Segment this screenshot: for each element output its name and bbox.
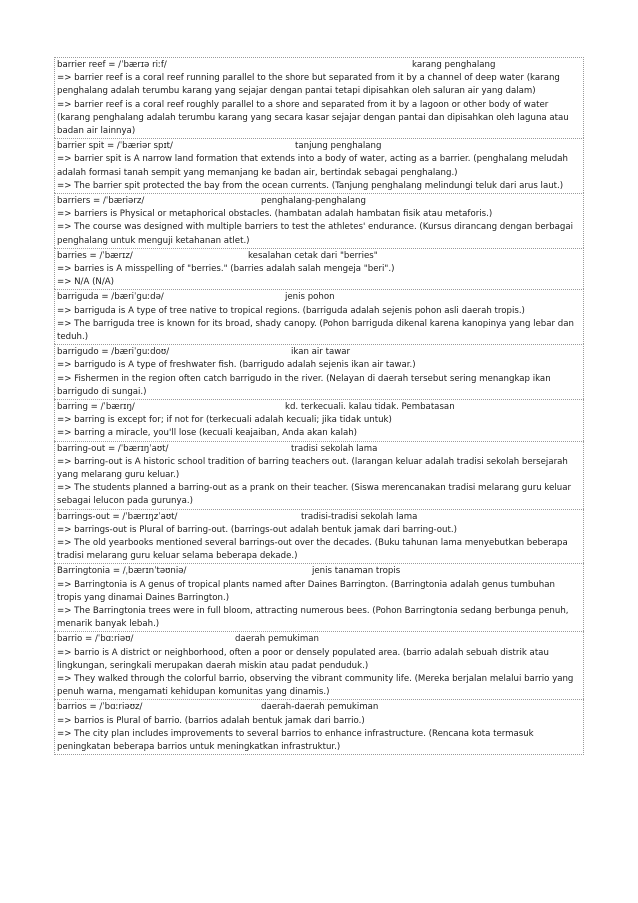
- entry-headword: barries = /ˈbærɪz/: [57, 250, 133, 261]
- entry-translation: jenis tanaman tropis: [312, 566, 401, 577]
- entry-definition: => barrier spit is A narrow land formation that extends into a body of water, acting as a barrier. (penghalang meludah adalah formasi tanah sempit yang memanjang ke badan air, bertindak sebagai penghalang.): [57, 154, 568, 178]
- entry-definition: => barriers is Physical or metaphorical obstacles. (hambatan adalah hambatan fisik atau metaforis.): [57, 209, 493, 220]
- dictionary-entry: [54, 399, 584, 441]
- entry-translation: tradisi-tradisi sekolah lama: [301, 511, 418, 522]
- entry-translation: karang penghalang: [412, 60, 496, 70]
- entry-definition: => barries is A misspelling of "berries." (barries adalah salah mengeja "beri".): [57, 263, 395, 274]
- entry-example: => The course was designed with multiple barriers to test the athletes' endurance. (Kursus dirancang dengan berbagai penghalang untuk menguji ketahanan atlet.): [57, 222, 573, 246]
- dictionary-entry: [54, 441, 584, 509]
- dictionary-entry: [54, 631, 584, 699]
- entry-definition: => barriguda is A type of tree native to tropical regions. (barriguda adalah sejenis pohon asli daerah tropis.): [57, 305, 525, 316]
- entry-example: => The old yearbooks mentioned several barrings-out over the decades. (Buku tahunan lama menyebutkan beberapa tradisi melarang guru keluar selama beberapa dekade.): [57, 537, 568, 562]
- entry-example: => barrier reef is a coral reef roughly parallel to a shore and separated from it by a lagoon or other body of water (karang penghalang adalah terumbu karang yang secara kasar sejajar dengan pantai dan dipisahkan oleh laguna atau badan air lainnya): [57, 99, 569, 136]
- entry-headword: barrio = /ˈbɑːriəʊ/: [57, 634, 134, 645]
- entry-definition: => barrio is A district or neighborhood, often a poor or densely populated area. (barrio adalah sebuah distrik atau lingkungan, seringkali merupakan daerah miskin atau padat penduduk.): [57, 647, 549, 671]
- entry-example: => Fishermen in the region often catch barrigudo in the river. (Nelayan di daerah tersebut sering menangkap ikan barrigudo di sungai.): [57, 373, 551, 397]
- entry-translation: kesalahan cetak dari "berries": [248, 250, 378, 261]
- entry-headword: barriguda = /bæriˈɡuːdə/: [57, 292, 164, 303]
- dictionary-entry: [54, 699, 584, 755]
- entry-translation: penghalang-penghalang: [261, 196, 366, 206]
- entry-headword: barriers = /ˈbæriərz/: [57, 196, 145, 206]
- entry-definition: => barring-out is A historic school tradition of barring teachers out. (larangan keluar adalah tradisi sekolah bersejarah yang melarang guru keluar.): [57, 456, 568, 480]
- entry-example: => They walked through the colorful barrio, observing the vibrant community life. (Mereka berjalan melalui barrio yang penuh warna, mengamati kehidupan komunitas yang dinamis.): [57, 673, 574, 698]
- entry-headword: Barringtonia = /ˌbærɪnˈtəʊniə/: [57, 566, 187, 577]
- entry-headword: barrings-out = /ˈbærɪŋzˈaʊt/: [57, 511, 178, 522]
- entry-definition: => barrios is Plural of barrio. (barrios adalah bentuk jamak dari barrio.): [57, 715, 365, 726]
- entry-headword: barring-out = /ˈbærɪŋˈaʊt/: [57, 443, 169, 454]
- entry-translation: daerah pemukiman: [235, 634, 319, 645]
- entry-example: => N/A (N/A): [57, 277, 114, 288]
- entry-definition: => barrier reef is a coral reef running parallel to the shore but separated from it by a channel of deep water (karang penghalang adalah terumbu karang yang sejajar dengan pantai tetapi dipisahkan oleh saluran air yang dalam): [57, 73, 560, 97]
- entry-example: => The barrier spit protected the bay from the ocean currents. (Tanjung penghalang melindungi teluk dari arus laut.): [57, 180, 564, 191]
- entry-example: => The barriguda tree is known for its broad, shady canopy. (Pohon barriguda dikenal karena kanopinya yang lebar dan teduh.): [57, 318, 574, 342]
- entry-definition: => barring is except for; if not for (terkecuali adalah kecuali; jika tidak untuk): [57, 415, 392, 426]
- entry-translation: jenis pohon: [285, 292, 335, 303]
- entry-translation: tradisi sekolah lama: [291, 443, 378, 454]
- entry-translation: tanjung penghalang: [295, 141, 382, 152]
- entry-example: => The city plan includes improvements to several barrios to enhance infrastructure. (Rencana kota termasuk peningkatan beberapa barrios untuk meningkatkan infrastruktur.): [57, 728, 534, 752]
- dictionary-entry: [54, 344, 584, 399]
- dictionary-entry: [54, 248, 584, 290]
- dictionary-entry: [54, 289, 584, 344]
- entry-definition: => barrings-out is Plural of barring-out. (barrings-out adalah bentuk jamak dari barring-out.): [57, 524, 457, 535]
- dictionary-page: [54, 57, 584, 755]
- entry-example: => The students planned a barring-out as a prank on their teacher. (Siswa merencanakan tradisi melarang guru keluar sebagai lelucon pada gurunya.): [57, 483, 572, 507]
- entry-translation: kd. terkecuali. kalau tidak. Pembatasan: [285, 401, 455, 412]
- entry-headword: barrios = /ˈbɑːriəʊz/: [57, 702, 143, 713]
- entry-headword: barrigudo = /bæriˈɡuːdoʊ/: [57, 347, 170, 358]
- dictionary-entry: [54, 509, 584, 564]
- entry-headword: barrier reef = /ˈbærɪə riːf/: [57, 60, 167, 70]
- dictionary-entry: [54, 193, 584, 248]
- dictionary-entry: [54, 57, 584, 138]
- entry-translation: ikan air tawar: [291, 347, 351, 358]
- entry-headword: barrier spit = /ˈbæriər spɪt/: [57, 141, 173, 152]
- entry-definition: => Barringtonia is A genus of tropical plants named after Daines Barrington. (Barringtonia adalah genus tumbuhan tropis yang dinamai Daines Barrington.): [57, 579, 555, 603]
- entry-example: => barring a miracle, you'll lose (kecuali keajaiban, Anda akan kalah): [57, 428, 358, 439]
- entry-definition: => barrigudo is A type of freshwater fish. (barrigudo adalah sejenis ikan air tawar.): [57, 360, 416, 371]
- dictionary-entry: [54, 563, 584, 631]
- entry-headword: barring = /ˈbærɪŋ/: [57, 401, 135, 412]
- dictionary-entry: [54, 138, 584, 193]
- entry-translation: daerah-daerah pemukiman: [261, 702, 379, 713]
- entry-example: => The Barringtonia trees were in full bloom, attracting numerous bees. (Pohon Barringtonia sedang berbunga penuh, menarik banyak lebah.): [57, 605, 569, 630]
